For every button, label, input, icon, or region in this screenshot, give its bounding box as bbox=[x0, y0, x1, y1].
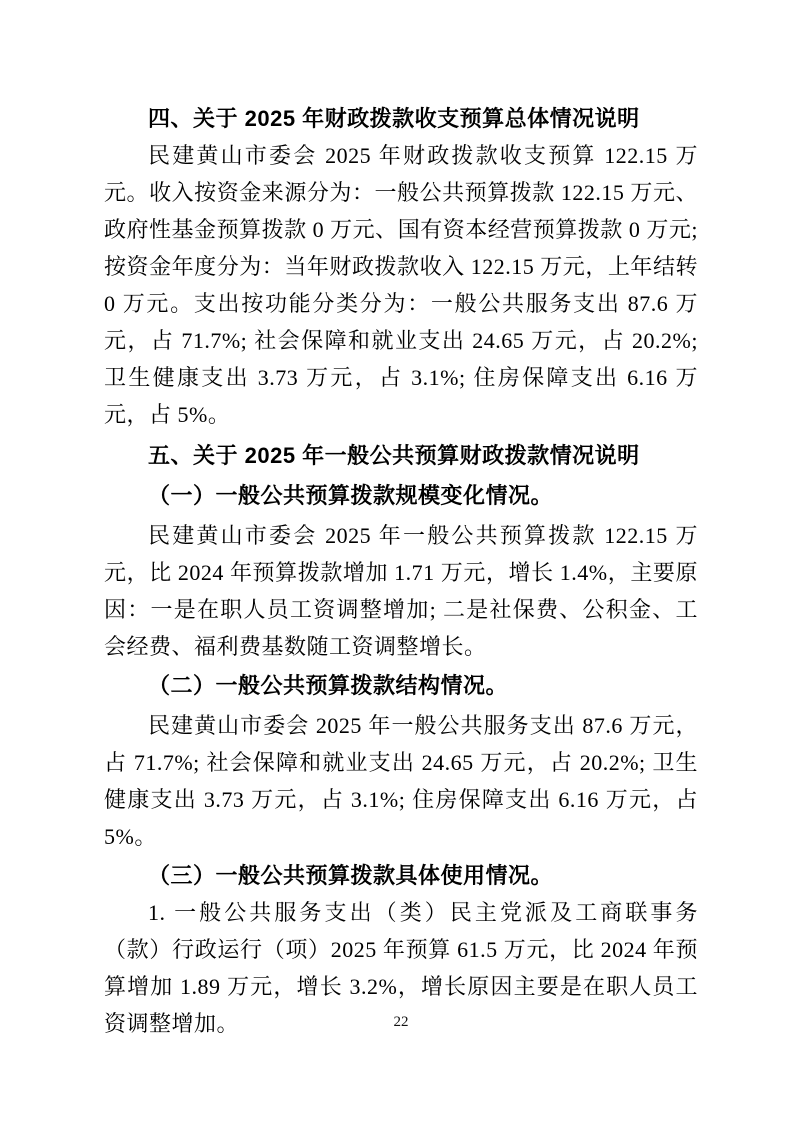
subsection-heading-2-structure: （二）一般公共预算拨款结构情况。 bbox=[148, 673, 509, 698]
paragraph-structure: 民建黄山市委会 2025 年一般公共服务支出 87.6 万元，占 71.7%; 社会保障和就业支出 24.65 万元，占 20.2%; 卫生健康支出 3.73 万元，占 3.1%; 住房保障支出 6.16 万元，占 5%。 bbox=[104, 713, 698, 849]
document-content bbox=[104, 100, 698, 1042]
paragraph-scale-change: 民建黄山市委会 2025 年一般公共预算拨款 122.15 万元，比 2024 年预算拨款增加 1.71 万元，增长 1.4%，主要原因：一是在职人员工资调整增加; 二是社保费、公积金、工会经费、福利费基数随工资调整增长。 bbox=[104, 523, 698, 659]
section-heading-4-fiscal-appropriation-overview: 四、关于 2025 年财政拨款收支预算总体情况说明 bbox=[148, 106, 640, 131]
paragraph-fiscal-appropriation-overview: 民建黄山市委会 2025 年财政拨款收支预算 122.15 万元。收入按资金来源分为：一般公共预算拨款 122.15 万元、政府性基金预算拨款 0 万元、国有资本经营预算拨款 0 万元; 按资金年度分为：当年财政拨款收入 122.15 万元，上年结转 0 万元。支出按功能分类分为：一般公共服务支出 87.6 万元，占 71.7%; 社会保障和就业支出 24.65 万元，占 20.2%; 卫生健康支出 3.73 万元，占 3.1%; 住房保障支出 6.16 万元，占 5%。 bbox=[104, 143, 698, 427]
paragraph-specific-use: 1. 一般公共服务支出（类）民主党派及工商联事务（款）行政运行（项）2025 年预算 61.5 万元，比 2024 年预算增加 1.89 万元，增长 3.2%，增长原因主要是在职人员工资调整增加。 bbox=[104, 900, 698, 1036]
page-number: 22 bbox=[393, 1014, 409, 1030]
subsection-heading-3-specific-use: （三）一般公共预算拨款具体使用情况。 bbox=[148, 863, 554, 888]
section-heading-5-general-public-budget: 五、关于 2025 年一般公共预算财政拨款情况说明 bbox=[148, 443, 640, 468]
subsection-heading-1-scale-change: （一）一般公共预算拨款规模变化情况。 bbox=[148, 483, 554, 508]
